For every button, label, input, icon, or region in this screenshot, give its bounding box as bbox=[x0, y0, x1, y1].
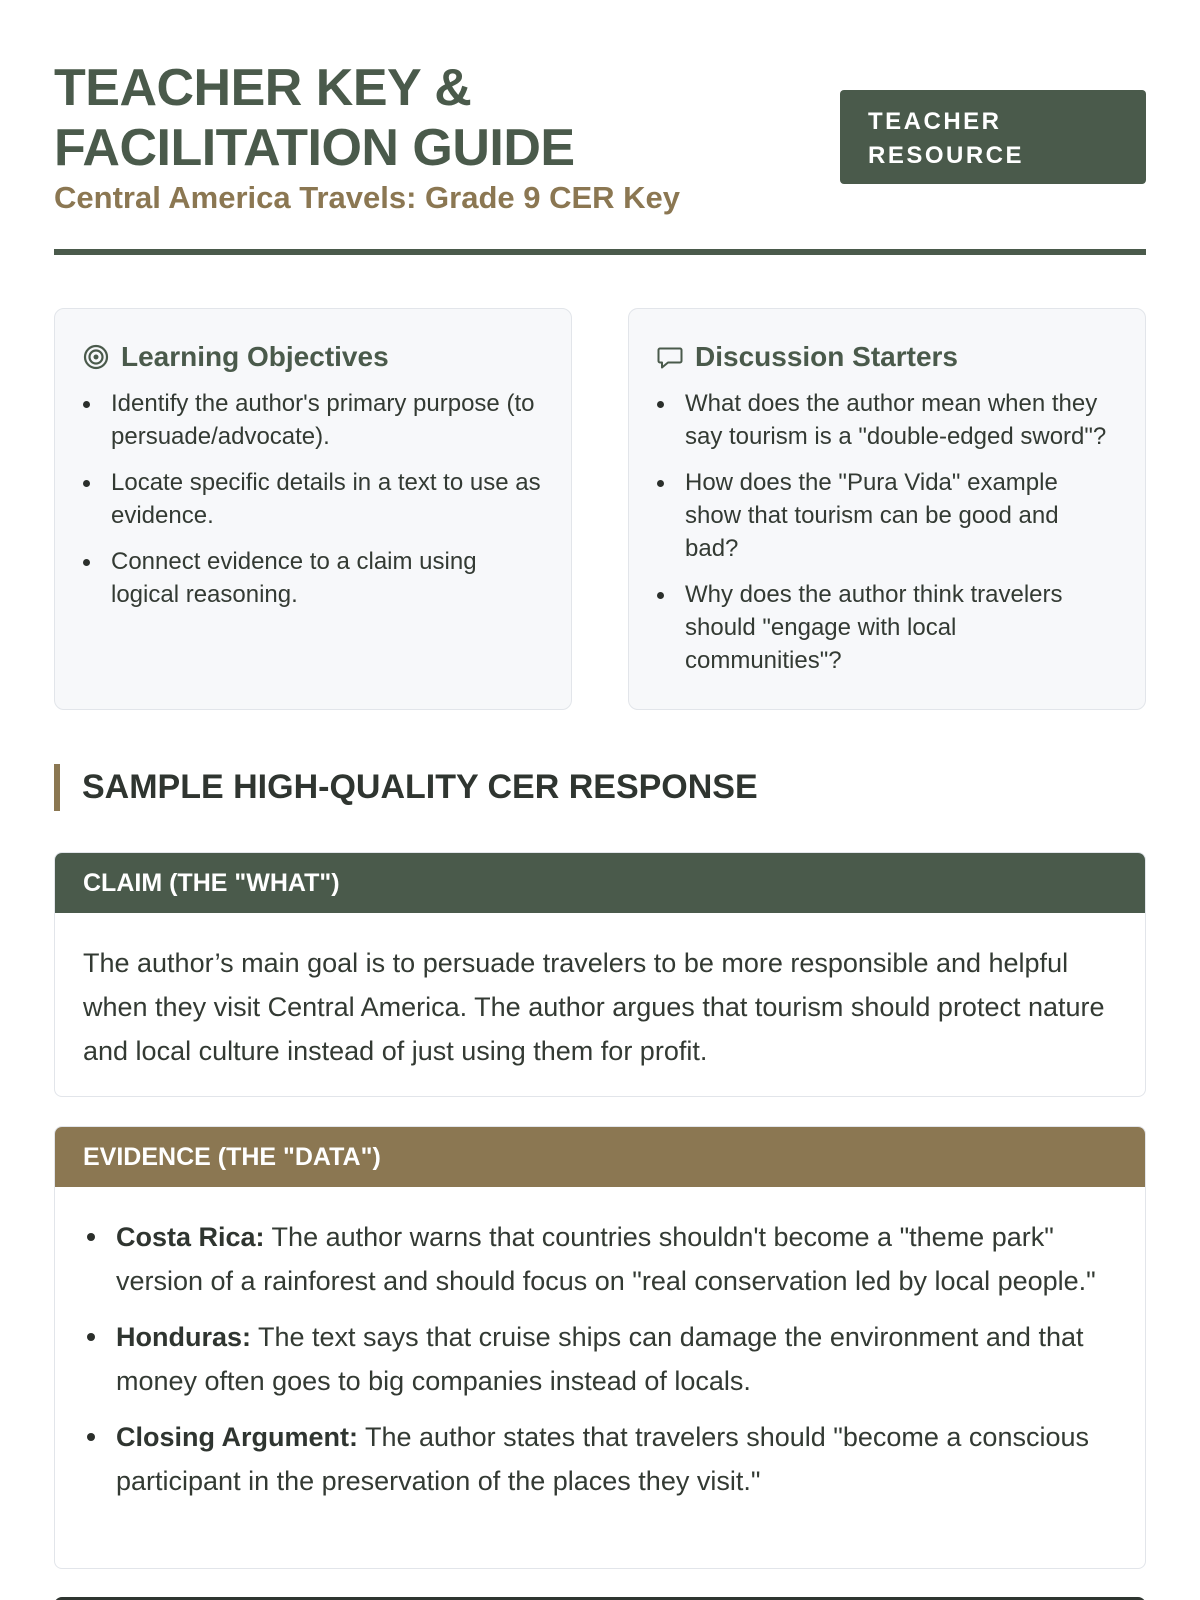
evidence-label: EVIDENCE (THE "DATA") bbox=[55, 1127, 1145, 1187]
page-header bbox=[54, 0, 1146, 255]
evidence-lead: Honduras: bbox=[116, 1322, 251, 1352]
evidence-body bbox=[55, 1187, 1145, 1543]
discussion-starters-card bbox=[628, 308, 1146, 710]
list-item: Identify the author's primary purpose (to persuade/advocate). bbox=[83, 387, 543, 453]
learning-objectives-list bbox=[83, 387, 543, 611]
page-subtitle: Central America Travels: Grade 9 CER Key bbox=[54, 180, 681, 215]
badge-line-2: RESOURCE bbox=[868, 142, 1025, 169]
learning-objectives-card bbox=[54, 308, 572, 710]
list-item bbox=[83, 1315, 1117, 1403]
badge-line-1: TEACHER bbox=[868, 108, 1002, 135]
evidence-text: The author states that travelers should "become a conscious participant in the preservation of the places they visit." bbox=[116, 1422, 1089, 1496]
list-item: Locate specific details in a text to use as evidence. bbox=[83, 466, 543, 532]
target-icon bbox=[83, 344, 109, 370]
list-item: What does the author mean when they say tourism is a "double-edged sword"? bbox=[657, 387, 1117, 453]
list-item: How does the "Pura Vida" example show that tourism can be good and bad? bbox=[657, 466, 1117, 565]
claim-box bbox=[54, 852, 1146, 1097]
evidence-text: The text says that cruise ships can damage the environment and that money often goes to big companies instead of locals. bbox=[116, 1322, 1084, 1396]
learning-objectives-header bbox=[83, 341, 543, 373]
list-item bbox=[83, 1415, 1117, 1503]
discussion-starters-title: Discussion Starters bbox=[695, 341, 958, 372]
list-item bbox=[83, 1215, 1117, 1303]
learning-objectives-title: Learning Objectives bbox=[121, 341, 389, 372]
discussion-starters-list bbox=[657, 387, 1117, 677]
sample-response-heading: SAMPLE HIGH-QUALITY CER RESPONSE bbox=[54, 764, 758, 811]
evidence-lead: Costa Rica: bbox=[116, 1222, 265, 1252]
page-title: TEACHER KEY & FACILITATION GUIDE bbox=[54, 59, 575, 177]
list-item: Connect evidence to a claim using logical reasoning. bbox=[83, 545, 543, 611]
discussion-starters-header bbox=[657, 341, 1117, 373]
info-cards bbox=[54, 308, 1146, 710]
claim-text: The author’s main goal is to persuade travelers to be more responsible and helpful when they visit Central America. The author argues that tourism should protect nature and local culture instead of just using them for profit. bbox=[83, 948, 1105, 1066]
list-item: Why does the author think travelers should "engage with local communities"? bbox=[657, 578, 1117, 677]
evidence-text: The author warns that countries shouldn't become a "theme park" version of a rainforest and should focus on "real conservation led by local people." bbox=[116, 1222, 1096, 1296]
teacher-resource-badge bbox=[840, 90, 1146, 184]
evidence-lead: Closing Argument: bbox=[116, 1422, 358, 1452]
claim-label: CLAIM (THE "WHAT") bbox=[55, 853, 1145, 913]
evidence-list bbox=[83, 1215, 1117, 1503]
evidence-box bbox=[54, 1126, 1146, 1569]
speech-bubble-icon bbox=[657, 344, 683, 370]
